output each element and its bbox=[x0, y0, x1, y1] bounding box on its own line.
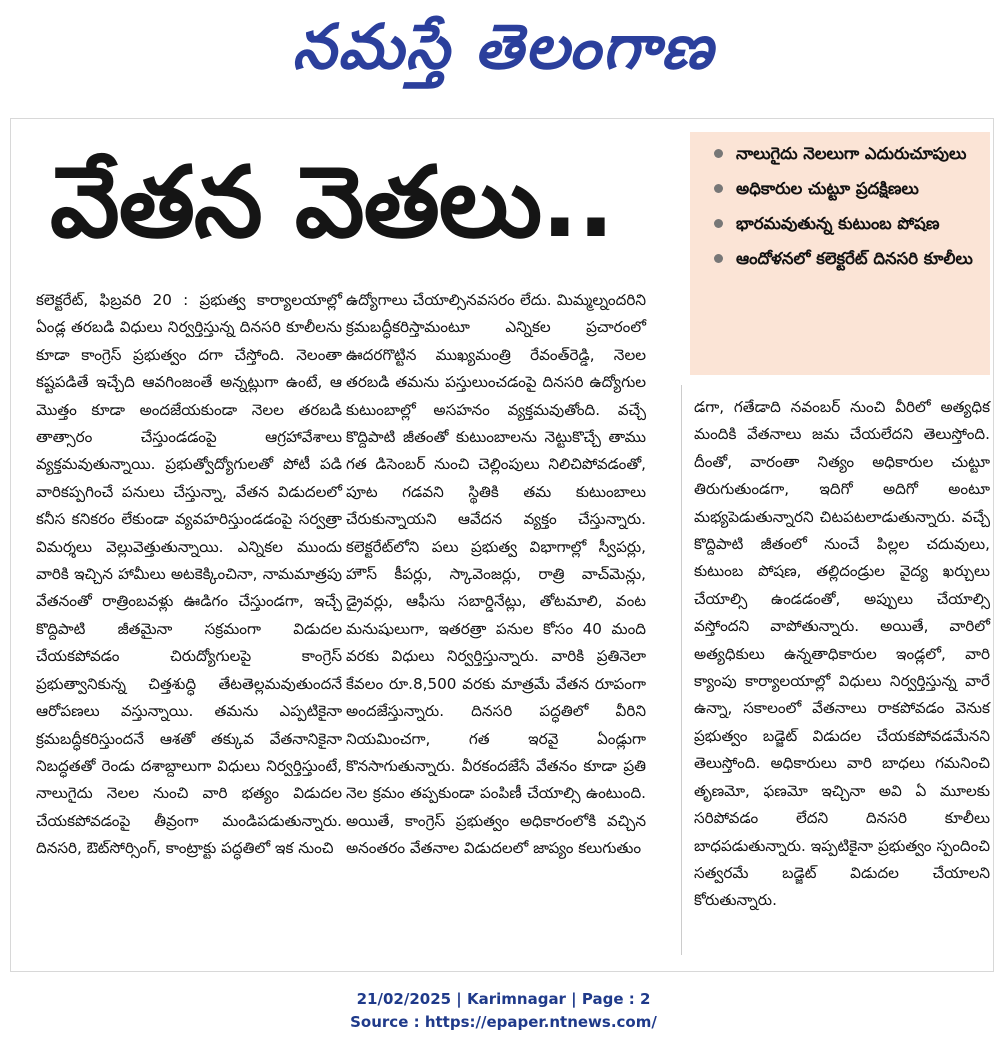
masthead bbox=[0, 0, 1007, 108]
highlight-item bbox=[714, 243, 980, 275]
article-column-1 bbox=[36, 287, 342, 863]
article-body-text: ఉద్యోగాలు చేయాల్సినవసరం లేదు. మిమ్మల్నందరిని క్రమబద్ధీకరిస్తామంటూ ఎన్నికల ప్రచారంలో ఊదరగొట్టిన ముఖ్యమంత్రి రేవంత్‌రెడ్డి, నెలల తరబడి తమను పస్తులుంచడంపై దినసరి ఉద్యోగుల కుటుంబాల్లో అసహనం వ్యక్తమవుతోంది. వచ్చే కొద్దిపాటి జీతంతో కుటుంబాలను నెట్టుకొచ్చే తాము గత డిసెంబర్ నుంచి చెల్లింపులు నిలిచిపోవడంతో, పూట గడవని స్థితికి తమ కుటుంబాలు చేరుకున్నాయని ఆవేదన వ్యక్తం చేస్తున్నారు. కలెక్టరేట్‌లోని పలు ప్రభుత్వ విభాగాల్లో స్వీపర్లు, హౌస్ కీపర్లు, స్కావెంజర్లు, రాత్రి వాచ్‌మెన్లు, డ్రైవర్లు, ఆఫీసు సబార్డినేట్లు, తోటమాలి, వంట మనుషులుగా, ఇతరత్రా పనుల కోసం 40 మంది వరకు విధులు నిర్వర్తిస్తున్నారు. వారికి ప్రతినెలా కేవలం రూ.8,500 వరకు మాత్రమే వేతన రూపంగా అందజేస్తున్నారు. దినసరి పద్ధతిలో వీరిని నియమించగా, గత ఇరవై ఏండ్లుగా కొనసాగుతున్నారు. వీరకందజేసే వేతనం కూడా ప్రతి నెల క్రమం తప్పకుండా పంపిణీ చేయాల్సి ఉంటుంది. అయితే, కాంగ్రెస్ ప్రభుత్వం అధికారంలోకి వచ్చిన అనంతరం వేతనాల విడుదలలో జాప్యం కలుగుతుం bbox=[346, 291, 646, 858]
bullet-icon bbox=[714, 149, 723, 158]
bullet-icon bbox=[714, 219, 723, 228]
bullet-icon bbox=[714, 184, 723, 193]
article-column-3 bbox=[694, 394, 990, 915]
bullet-icon bbox=[714, 254, 723, 263]
article-body-text: డగా, గతేడాది నవంబర్ నుంచి వీరిలో అత్యధిక మందికి వేతనాలు జమ చేయలేదని తెలుస్తోంది. దీంతో, వారంతా నిత్యం అధికారుల చుట్టూ తిరుగుతుండగా, ఇదిగో అదిగో అంటూ మభ్యపెడుతున్నారని చిటపటలాడుతున్నారు. వచ్చే కొద్దిపాటి జీతంలో నుంచే పిల్లల చదువులు, కుటుంబ పోషణ, తల్లిదండ్రుల వైద్య ఖర్చులు చేయాల్సి ఉండడంతో, అప్పులు చేయాల్సి వస్తోందని వాపోతున్నారు. అయితే, వారిలో అత్యధికులు ఉన్నతాధికారుల ఇండ్లలో, వారి క్యాంపు కార్యాలయాల్లో విధులు నిర్వర్తిస్తున్న వారే ఉన్నా, సకాలంలో వేతనాలు రాకపోవడం వెనుక ప్రభుత్వం బడ్జెట్ విడుదల చేయకపోవడమేనని తెలుస్తోంది. అధికారులు వారి బాధలు గమనించి తృణమో, ఫణమో ఇచ్చినా అవి ఏ మూలకు సరిపోవడం లేదని దినసరి కూలీలు బాధపడుతున్నారు. ఇప్పటికైనా ప్రభుత్వం స్పందించి సత్వరమే బడ్జెట్ విడుదల చేయాలని కోరుతున్నారు. bbox=[694, 398, 990, 910]
article-body-text: కలెక్టరేట్, ఫిబ్రవరి 20 : ప్రభుత్వ కార్యాలయాల్లో ఏండ్ల తరబడి విధులు నిర్వర్తిస్తున్న దినసరి కూలీలను కూడా కాంగ్రెస్ ప్రభుత్వం దగా చేస్తోంది. నెలంతా కష్టపడితే ఇచ్చేది ఆవగింజంతే అన్నట్లుగా ఉంటే, ఆ మొత్తం కూడా అందజేయకుండా నెలల తరబడి తాత్సారం చేస్తుండడంపై ఆగ్రహావేశాలు వ్యక్తమవుతున్నాయి. ప్రభుత్వోద్యోగులతో పోటీ పడి వారికప్పగించే పనులు చేస్తున్నా, వేతన విడుదలలో కనీస కనికరం లేకుండా వ్యవహరిస్తుండడంపై సర్వత్రా విమర్శలు వెల్లువెత్తుతున్నాయి. ఎన్నికల ముందు వారికి ఇచ్చిన హామీలు అటకెక్కించినా, నామమాత్రపు వేతనంతో రాత్రింబవళ్లు ఊడిగం చేస్తుండగా, ఇచ్చే కొద్దిపాటి జీతమైనా సక్రమంగా విడుదల చేయకపోవడం చిరుద్యోగులపై కాంగ్రెస్ ప్రభుత్వానికున్న చిత్తశుద్ధి తేటతెల్లమవుతుందనే ఆరోపణలు వస్తున్నాయి. తమను ఎప్పటికైనా క్రమబద్ధీకరిస్తుందనే ఆశతో తక్కువ వేతనానికైనా నిబద్ధతతో రెండు దశాబ్దాలుగా విధులు నిర్వర్తిస్తుంటే, నాలుగైదు నెలల నుంచి వారి భత్యం విడుదల చేయకపోవడంపై తీవ్రంగా మండిపడుతున్నారు. దినసరి, ఔట్‌సోర్సింగ్, కాంట్రాక్టు పద్ధతిలో ఇక నుంచి bbox=[36, 291, 342, 858]
highlight-item bbox=[714, 173, 980, 205]
highlight-text: భారమవుతున్న కుటుంబ పోషణ bbox=[736, 214, 940, 233]
highlight-item bbox=[714, 208, 980, 240]
highlight-text: నాలుగైదు నెలలుగా ఎదురుచూపులు bbox=[736, 144, 967, 163]
highlights-box bbox=[690, 132, 990, 375]
highlight-item bbox=[714, 138, 980, 170]
highlights-list bbox=[714, 138, 980, 275]
highlight-text: ఆందోళనలో కలెక్టరేట్ దినసరి కూలీలు bbox=[736, 249, 973, 268]
masthead-title: నమస్తే తెలంగాణ bbox=[292, 10, 715, 83]
column-divider bbox=[681, 385, 682, 955]
highlight-text: అధికారుల చుట్టూ ప్రదక్షిణలు bbox=[736, 179, 919, 198]
article-column-2 bbox=[346, 287, 646, 863]
footer-date-edition: 21/02/2025 | Karimnagar | Page : 2 bbox=[356, 990, 651, 1008]
article-headline: వేతన వెతలు.. bbox=[50, 146, 614, 260]
footer-source[interactable]: Source : https://epaper.ntnews.com/ bbox=[350, 1013, 657, 1031]
